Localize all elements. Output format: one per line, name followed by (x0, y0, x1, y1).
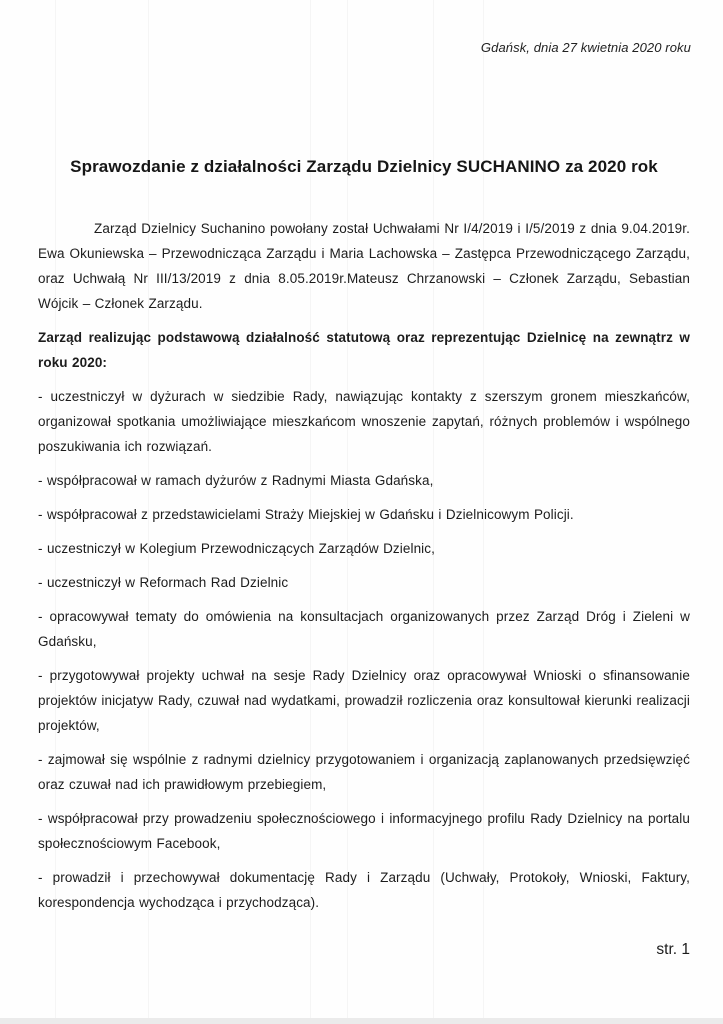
document-title: Sprawozdanie z działalności Zarządu Dzielnicy SUCHANINO za 2020 rok (70, 157, 658, 177)
bullet-paragraph: - współpracował w ramach dyżurów z Radnymi Miasta Gdańska, (38, 473, 434, 488)
bullet-paragraph: - przygotowywał projekty uchwał na sesje Rady Dzielnicy oraz opracowywał Wnioski o sfinansowanie projektów inicjatyw Rady, czuwał nad wydatkami, prowadził rozliczenia oraz konsultował kierunki realizacji projektów, (38, 668, 690, 733)
bullet-paragraph: - współpracował z przedstawicielami Straży Miejskiej w Gdańsku i Dzielnicowym Policji. (38, 507, 574, 522)
bullet-paragraph: - opracowywał tematy do omówienia na konsultacjach organizowanych przez Zarząd Dróg i Zieleni w Gdańsku, (38, 609, 690, 649)
bullet-paragraph: - uczestniczył w Reformach Rad Dzielnic (38, 575, 289, 590)
date-line: Gdańsk, dnia 27 kwietnia 2020 roku (480, 40, 691, 55)
bullet-paragraph: - uczestniczył w Kolegium Przewodniczących Zarządów Dzielnic, (38, 541, 435, 556)
scan-bottom-edge (0, 1018, 723, 1024)
paragraph-bold-lead: Zarząd realizując podstawową działalność statutową oraz reprezentując Dzielnicę na zewnątrz w roku 2020: (38, 330, 690, 370)
document-body (38, 216, 690, 924)
paragraph-intro: Zarząd Dzielnicy Suchanino powołany został Uchwałami Nr I/4/2019 i I/5/2019 z dnia 9.04.2019r. Ewa Okuniewska – Przewodnicząca Zarządu i Maria Lachowska – Zastępca Przewodniczącego Zarządu, oraz Uchwałą Nr III/13/2019 z dnia 8.05.2019r.Mateusz Chrzanowski – Członek Zarządu, Sebastian Wójcik – Członek Zarządu. (38, 221, 690, 311)
bullet-paragraph: - uczestniczył w dyżurach w siedzibie Rady, nawiązując kontakty z szerszym gronem mieszkańców, organizował spotkania umożliwiające mieszkańcom wnoszenie zapytań, różnych problemów i wspólnego poszukiwania ich rozwiązań. (38, 389, 690, 454)
bullet-paragraph: - zajmował się wspólnie z radnymi dzielnicy przygotowaniem i organizacją zaplanowanych przedsięwzięć oraz czuwał nad ich prawidłowym przebiegiem, (38, 752, 690, 792)
bullet-paragraph: - prowadził i przechowywał dokumentację Rady i Zarządu (Uchwały, Protokoły, Wnioski, Faktury, korespondencja wychodząca i przychodząca). (38, 870, 690, 910)
bullet-paragraph: - współpracował przy prowadzeniu społecznościowego i informacyjnego profilu Rady Dzielnicy na portalu społecznościowym Facebook, (38, 811, 690, 851)
footer-page-number: str. 1 (656, 941, 690, 958)
